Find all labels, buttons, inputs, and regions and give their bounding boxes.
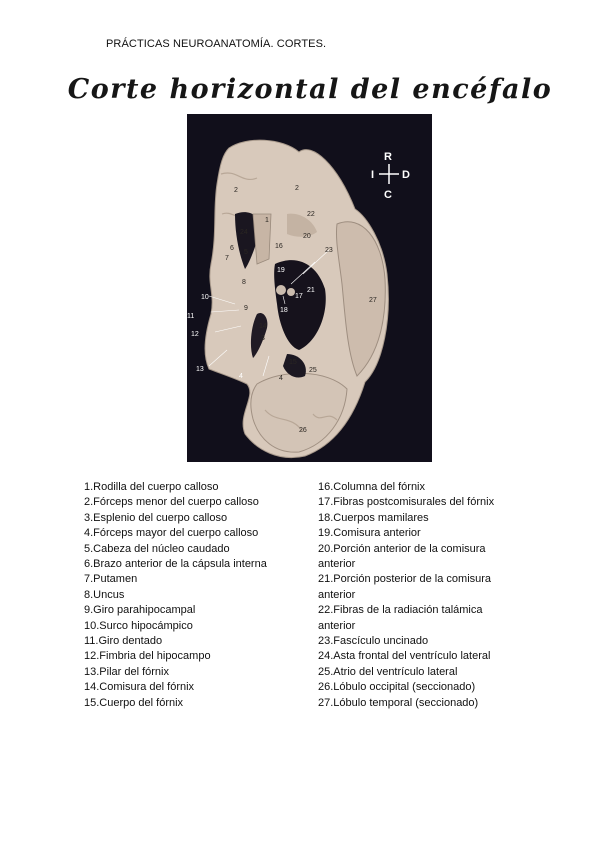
brain-section-photo [187, 114, 432, 462]
figure-label-8: 8 [242, 279, 246, 286]
figure-label-18: 18 [280, 307, 288, 314]
figure-label-4b: 4 [279, 375, 283, 382]
orientation-r: R [384, 151, 392, 163]
legend-item-27: 27.Lóbulo temporal (seccionado) [318, 696, 479, 709]
legend-item-22: 22.Fibras de la radiación talámica anterior [318, 604, 483, 632]
legend-item-9: 9.Giro parahipocampal [84, 604, 196, 617]
legend-item-23: 23.Fascículo uncinado [318, 635, 429, 648]
legend-item-5: 5.Cabeza del núcleo caudado [84, 542, 230, 555]
figure-label-25: 25 [309, 367, 317, 374]
legend-item-4: 4.Fórceps mayor del cuerpo calloso [84, 527, 259, 540]
figure-label-22: 22 [307, 211, 315, 218]
legend-item-18: 18.Cuerpos mamilares [318, 511, 429, 524]
legend-list-left [84, 480, 294, 711]
legend-item-25: 25.Atrio del ventrículo lateral [318, 665, 458, 678]
legend-item-14: 14.Comisura del fórnix [84, 681, 195, 694]
figure-label-10: 10 [201, 294, 209, 301]
legend-item-11: 11.Giro dentado [84, 635, 163, 648]
legend-list-right [318, 480, 518, 711]
legend-item-8: 8.Uncus [84, 588, 125, 601]
legend-item-10: 10.Surco hipocámpico [84, 619, 193, 632]
figure-label-27: 27 [369, 297, 377, 304]
legend-item-16: 16.Columna del fórnix [318, 481, 426, 493]
legend-item-12: 12.Fimbria del hipocampo [84, 650, 211, 663]
figure-label-14: 14 [259, 323, 267, 330]
figure-label-4a: 4 [239, 373, 243, 380]
legend-item-20: 20.Porción anterior de la comisura anterior [318, 542, 486, 571]
figure-label-6: 6 [230, 245, 234, 252]
legend-item-7: 7.Putamen [84, 573, 138, 586]
figure-label-2a: 2 [234, 187, 238, 194]
brain-section-illustration [187, 114, 432, 462]
figure-label-20: 20 [303, 233, 311, 240]
figure-label-12: 12 [191, 331, 199, 338]
figure-label-11: 11 [187, 313, 195, 320]
figure-label-5: 5 [244, 249, 248, 256]
page-header: PRÁCTICAS NEUROANATOMÍA. CORTES. [106, 38, 327, 50]
figure-label-17: 17 [295, 293, 303, 300]
legend-item-15: 15.Cuerpo del fórnix [84, 696, 184, 709]
page-title: Corte horizontal del encéfalo [67, 74, 553, 105]
figure-label-26: 26 [299, 427, 307, 434]
legend-item-6: 6.Brazo anterior de la cápsula interna [84, 558, 267, 571]
figure-label-2b: 2 [295, 185, 299, 192]
figure-label-7: 7 [225, 255, 229, 262]
legend-item-3: 3.Esplenio del cuerpo calloso [84, 511, 228, 524]
figure-label-9: 9 [244, 305, 248, 312]
orientation-i: I [371, 169, 375, 181]
figure-label-19: 19 [277, 267, 285, 274]
legend-item-26: 26.Lóbulo occipital (seccionado) [318, 681, 476, 694]
orientation-d: D [402, 169, 410, 181]
figure-label-16: 16 [275, 243, 283, 250]
figure-label-23: 23 [325, 247, 333, 254]
figure-label-15: 15 [289, 359, 297, 366]
figure-label-21: 21 [307, 287, 315, 294]
legend-item-21: 21.Porción posterior de la comisura anterior [318, 573, 492, 601]
figure-label-24: 24 [240, 229, 248, 236]
legend-item-2: 2.Fórceps menor del cuerpo calloso [84, 496, 259, 509]
legend-item-19: 19.Comisura anterior [318, 527, 421, 540]
figure-label-1: 1 [265, 217, 269, 224]
legend-item-17: 17.Fibras postcomisurales del fórnix [318, 496, 495, 509]
figure-label-13: 13 [196, 366, 204, 373]
legend-item-24: 24.Asta frontal del ventrículo lateral [318, 650, 491, 663]
legend-item-1: 1.Rodilla del cuerpo calloso [84, 481, 219, 493]
orientation-c: C [384, 189, 392, 201]
legend-item-13: 13.Pilar del fórnix [84, 665, 169, 678]
figure-label-3: 3 [261, 335, 265, 342]
